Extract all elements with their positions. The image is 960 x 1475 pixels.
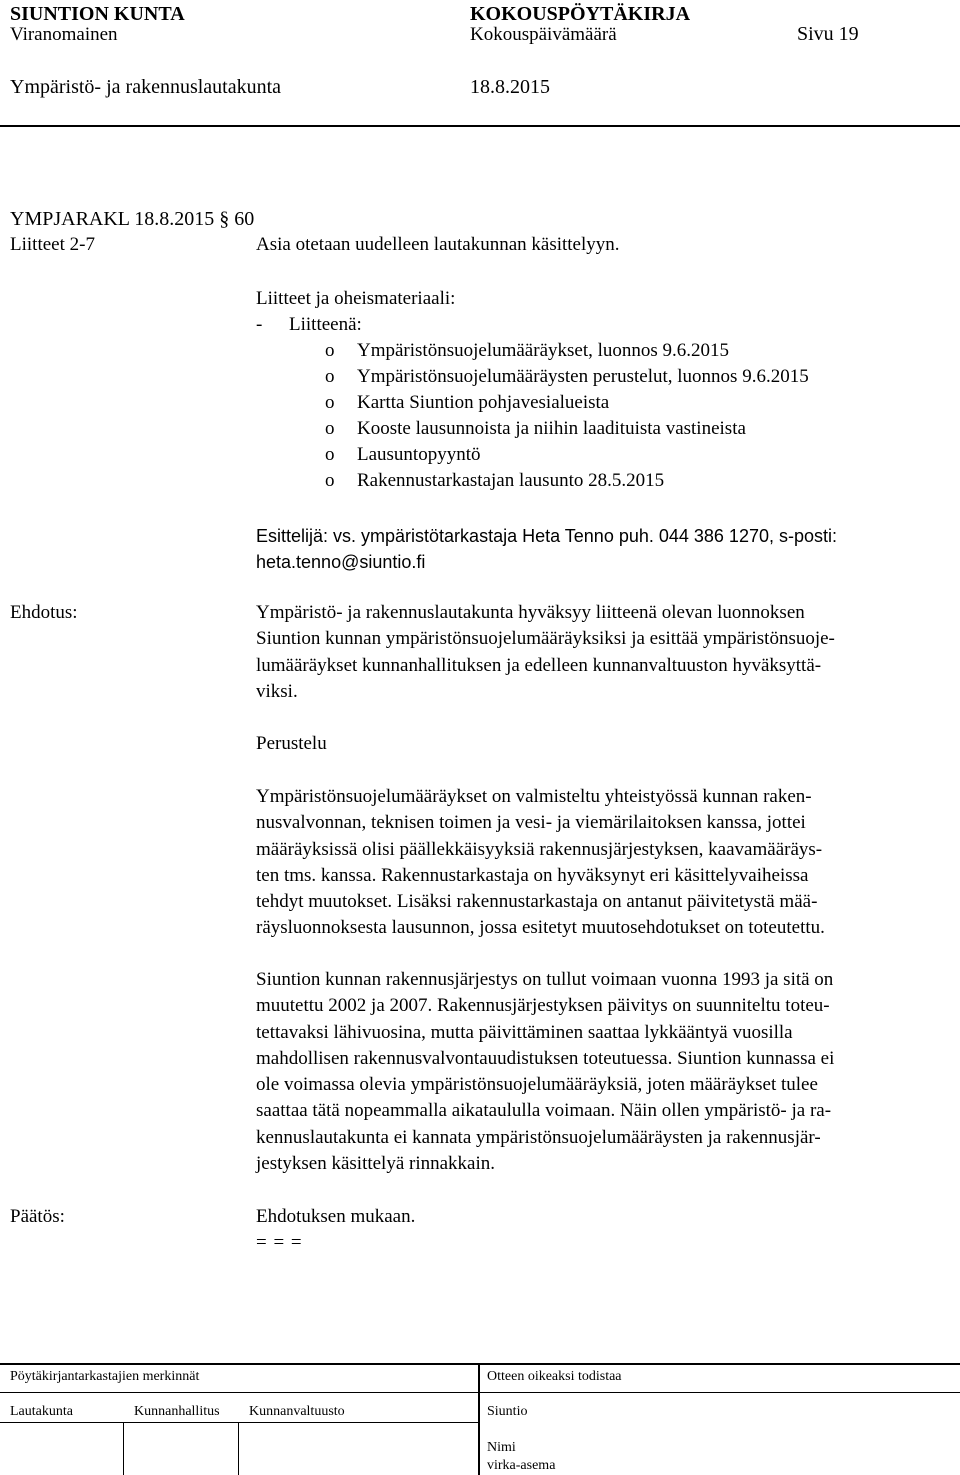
- name-label: Nimi: [487, 1440, 516, 1455]
- reason-line: jestyksen käsittelyä rinnakkain.: [256, 1153, 496, 1175]
- bullet-marker: o: [325, 392, 335, 413]
- proposal-line: Ympäristö- ja rakennuslautakunta hyväksyy liitteenä olevan luonnoksen: [256, 602, 805, 623]
- footer-center-divider: [478, 1363, 480, 1475]
- footer-top-rule: [0, 1363, 960, 1365]
- reason-line: räysluonnoksesta lausunnon, jossa esitetyt muutosehdotukset on toteutettu.: [256, 917, 825, 939]
- reason-line: ole voimassa olevia ympäristönsuojelumääräyksiä, joten määräykset tulee: [256, 1074, 818, 1096]
- attachments-label: Liitteet 2-7: [10, 234, 95, 255]
- bullet-marker: o: [325, 418, 335, 439]
- reason-line: nusvalvonnan, teknisen toimen ja vesi- ja viemärilaitoksen kanssa, jottei: [256, 812, 806, 834]
- annex-item-text: Kooste lausunnoista ja niihin laadituista vastineista: [357, 418, 746, 439]
- annex-item-text: Ympäristönsuojelumääräysten perustelut, luonnos 9.6.2015: [357, 366, 809, 387]
- meeting-date: 18.8.2015: [470, 76, 550, 98]
- reason-line: Ympäristönsuojelumääräykset on valmisteltu yhteistyössä kunnan raken-: [256, 786, 812, 807]
- annex-item-text: Lausuntopyyntö: [357, 444, 481, 465]
- reason-paragraph-1: [256, 784, 946, 942]
- annex-item-text: Ympäristönsuojelumääräykset, luonnos 9.6.2015: [357, 340, 730, 361]
- meeting-date-label: Kokouspäivämäärä: [470, 24, 617, 45]
- intro-text: Asia otetaan uudelleen lautakunnan käsittelyyn.: [256, 234, 620, 255]
- presenter-line: Esittelijä: vs. ympäristötarkastaja Heta Tenno puh. 044 386 1270, s-posti:: [256, 526, 837, 546]
- reason-line: ten tms. kanssa. Rakennustarkastaja on hyväksynyt eri käsittelyvaiheissa: [256, 864, 809, 886]
- reason-line: saattaa tätä nopeammalla aikataululla voimaan. Näin ollen ympäristö- ja ra-: [256, 1100, 832, 1122]
- reason-line: mahdollisen rakennusvalvontauudistuksen toteutuessa. Siuntion kunnassa ei: [256, 1047, 835, 1069]
- col-kunnanhallitus: Kunnanhallitus: [134, 1404, 220, 1419]
- title-label: virka-asema: [487, 1458, 556, 1473]
- reason-line: määräyksissä olisi päällekkäisyyksiä rakennusjärjestyksen, kaavamääräys-: [256, 838, 823, 860]
- bullet-marker: o: [325, 340, 335, 361]
- proposal-line: viksi.: [256, 680, 298, 702]
- reason-paragraph-2: [256, 967, 946, 1177]
- proposal-line: Siuntion kunnan ympäristönsuojelumääräyksiksi ja esittää ympäristönsuoje-: [256, 628, 835, 650]
- footer-sign-rule: [0, 1422, 478, 1423]
- reason-line: Siuntion kunnan rakennusjärjestys on tullut voimaan vuonna 1993 ja sitä on: [256, 969, 834, 990]
- reason-line: tettavaksi lähivuosina, mutta päivittäminen saattaa lykkääntyä vuosilla: [256, 1021, 793, 1043]
- reason-line: muutettu 2002 ja 2007. Rakennusjärjestyksen päivitys on suunniteltu toteu-: [256, 995, 830, 1017]
- presenter-email: heta.tenno@siuntio.fi: [256, 552, 426, 572]
- proposal-text: [256, 600, 946, 705]
- end-mark: = = =: [256, 1232, 303, 1253]
- reason-line: tehdyt muutokset. Lisäksi rakennustarkastaja on antanut päivitetystä mää-: [256, 891, 818, 913]
- place: Siuntio: [487, 1404, 528, 1419]
- annex-dash: -: [256, 314, 263, 335]
- annex-label: Liitteenä:: [289, 314, 362, 335]
- bullet-marker: o: [325, 366, 335, 387]
- materials-title: Liitteet ja oheismateriaali:: [256, 288, 456, 309]
- bullet-marker: o: [325, 444, 335, 465]
- signers-label: Pöytäkirjantarkastajien merkinnät: [10, 1369, 200, 1384]
- annex-item-text: Kartta Siuntion pohjavesialueista: [357, 392, 610, 413]
- col-kunnanvaltuusto: Kunnanvaltuusto: [249, 1404, 345, 1419]
- certified-label: Otteen oikeaksi todistaa: [487, 1369, 622, 1384]
- section-reference: YMPJARAKL 18.8.2015 § 60: [10, 208, 255, 230]
- footer-col-divider-1: [123, 1422, 124, 1475]
- footer-col-divider-2: [238, 1422, 239, 1475]
- decision-label: Päätös:: [10, 1206, 65, 1227]
- proposal-label: Ehdotus:: [10, 602, 78, 623]
- reason-title: Perustelu: [256, 733, 327, 754]
- header-rule: [0, 125, 960, 127]
- bullet-marker: o: [325, 470, 335, 491]
- authority-label: Viranomainen: [10, 24, 118, 45]
- col-lautakunta: Lautakunta: [10, 1404, 73, 1419]
- footer-mid-rule: [0, 1392, 960, 1393]
- authority-name: Ympäristö- ja rakennuslautakunta: [10, 76, 282, 98]
- page-number: Sivu 19: [797, 23, 859, 45]
- org-name: SIUNTION KUNTA: [10, 3, 185, 25]
- annex-item-text: Rakennustarkastajan lausunto 28.5.2015: [357, 470, 665, 491]
- doc-type: KOKOUSPÖYTÄKIRJA: [470, 3, 691, 25]
- decision-text: Ehdotuksen mukaan.: [256, 1206, 416, 1227]
- reason-line: kennuslautakunta ei kannata ympäristönsuojelumääräysten ja rakennusjär-: [256, 1126, 821, 1148]
- proposal-line: lumääräykset kunnanhallituksen ja edelleen kunnanvaltuuston hyväksyttä-: [256, 654, 822, 676]
